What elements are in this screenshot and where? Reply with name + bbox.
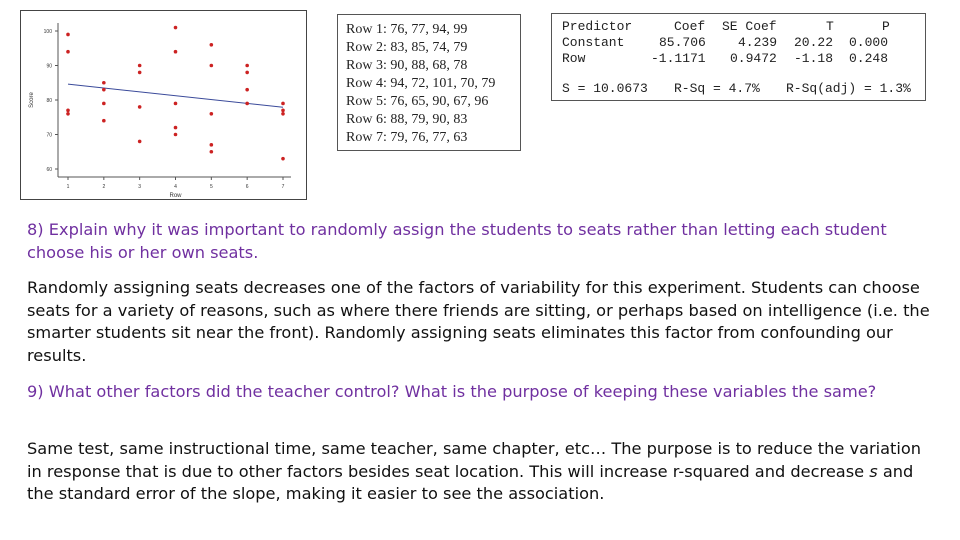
- answer-9-text-after: and the standard error of the slope, making it easier to see the association.: [27, 461, 914, 503]
- answer-8: Randomly assigning seats decreases one of the factors of variability for this experiment. Students can choose seats for a variety of reasons, such as where there friends are sitting, or perhaps based on intelligence (i.e. the smarter students sit near the front). Randomly assigning seats eliminates this factor from confounding our results.: [27, 278, 930, 365]
- row-scores-line-4: Row 4: 94, 72, 101, 70, 79: [346, 76, 496, 91]
- answer-9-text-before: Same test, same instructional time, same teacher, same chapter, etc… The purpose is to reduce the variation in response that is due to other factors besides seat location. This will increase r-squared and decrease: [27, 439, 922, 481]
- row-scores-line-7: Row 7: 79, 76, 77, 63: [346, 130, 468, 145]
- data-point: [66, 112, 70, 116]
- row-scores-line-5: Row 5: 76, 65, 90, 67, 96: [346, 94, 489, 109]
- data-point: [210, 64, 214, 68]
- data-point: [281, 109, 285, 113]
- regression-s-value: S = 10.0673: [562, 81, 648, 96]
- x-tick-label: 1: [66, 184, 70, 190]
- scatterplot-panel: [20, 10, 307, 200]
- y-tick-label: 100: [43, 29, 52, 35]
- data-point: [210, 112, 214, 116]
- regression-constant-se: 4.239: [738, 35, 778, 50]
- regression-constant-t: 20.22: [794, 35, 834, 50]
- data-point: [102, 119, 106, 123]
- data-point: [174, 50, 178, 54]
- answer-9-s-symbol: s: [869, 461, 878, 481]
- data-point: [174, 126, 178, 130]
- regression-constant-coef: 85.706: [659, 35, 706, 50]
- data-point: [245, 102, 249, 106]
- x-tick-label: 7: [281, 184, 285, 190]
- y-axis-title: Score: [29, 92, 35, 108]
- regression-row-se: 0.9472: [730, 51, 777, 66]
- y-tick-label: 80: [46, 98, 52, 104]
- x-tick-label: 6: [245, 184, 249, 190]
- data-point: [210, 143, 214, 147]
- regression-header-predictor: Predictor: [562, 19, 633, 34]
- regression-constant-p: 0.000: [849, 35, 889, 50]
- data-point: [102, 88, 106, 92]
- x-axis-title: Row: [169, 193, 182, 199]
- regression-header-p: P: [882, 19, 890, 34]
- x-tick-label: 2: [102, 184, 106, 190]
- y-tick-label: 60: [46, 167, 52, 173]
- data-point: [174, 133, 178, 137]
- row-scores-table: [337, 14, 521, 151]
- data-point: [66, 50, 70, 54]
- regression-row-label: Row: [562, 51, 586, 66]
- data-point: [174, 102, 178, 106]
- x-tick-label: 3: [138, 184, 142, 190]
- data-point: [210, 150, 214, 154]
- data-point: [281, 102, 285, 106]
- answer-9: [27, 438, 939, 506]
- regression-header-coef: Coef: [674, 19, 706, 34]
- data-point: [138, 64, 142, 68]
- data-point: [245, 88, 249, 92]
- row-scores-line-3: Row 3: 90, 88, 68, 78: [346, 58, 468, 73]
- data-point: [102, 102, 106, 106]
- scatterplot: [21, 11, 308, 201]
- data-point: [138, 140, 142, 144]
- row-scores-line-6: Row 6: 88, 79, 90, 83: [346, 112, 468, 127]
- data-point: [174, 26, 178, 30]
- data-point: [138, 71, 142, 75]
- data-point: [245, 71, 249, 75]
- row-scores-line-1: Row 1: 76, 77, 94, 99: [346, 22, 468, 37]
- x-tick-label: 4: [174, 184, 177, 190]
- data-point: [281, 112, 285, 116]
- question-9: 9) What other factors did the teacher control? What is the purpose of keeping these variables the same?: [27, 382, 877, 401]
- data-point: [138, 105, 142, 109]
- regression-header-t: T: [826, 19, 834, 34]
- data-point: [102, 81, 106, 85]
- regression-r-sq-adj: R-Sq(adj) = 1.3%: [786, 81, 911, 96]
- regression-output-box: [551, 13, 926, 101]
- regression-row-coef: -1.1171: [651, 51, 706, 66]
- regression-row-p: 0.248: [849, 51, 889, 66]
- y-tick-label: 70: [46, 132, 52, 139]
- data-point: [66, 109, 70, 113]
- data-point: [245, 64, 249, 68]
- row-scores-line-2: Row 2: 83, 85, 74, 79: [346, 40, 468, 55]
- regression-constant-label: Constant: [562, 35, 625, 50]
- data-point: [210, 43, 214, 47]
- y-tick-label: 90: [46, 63, 52, 70]
- regression-r-sq: R-Sq = 4.7%: [674, 81, 760, 96]
- question-8: 8) Explain why it was important to randomly assign the students to seats rather than letting each student choose his or her own seats.: [27, 220, 887, 262]
- data-point: [281, 157, 285, 161]
- data-point: [66, 33, 70, 37]
- regression-row-t: -1.18: [794, 51, 834, 66]
- regression-header-se-coef: SE Coef: [722, 19, 777, 34]
- x-tick-label: 5: [209, 184, 213, 190]
